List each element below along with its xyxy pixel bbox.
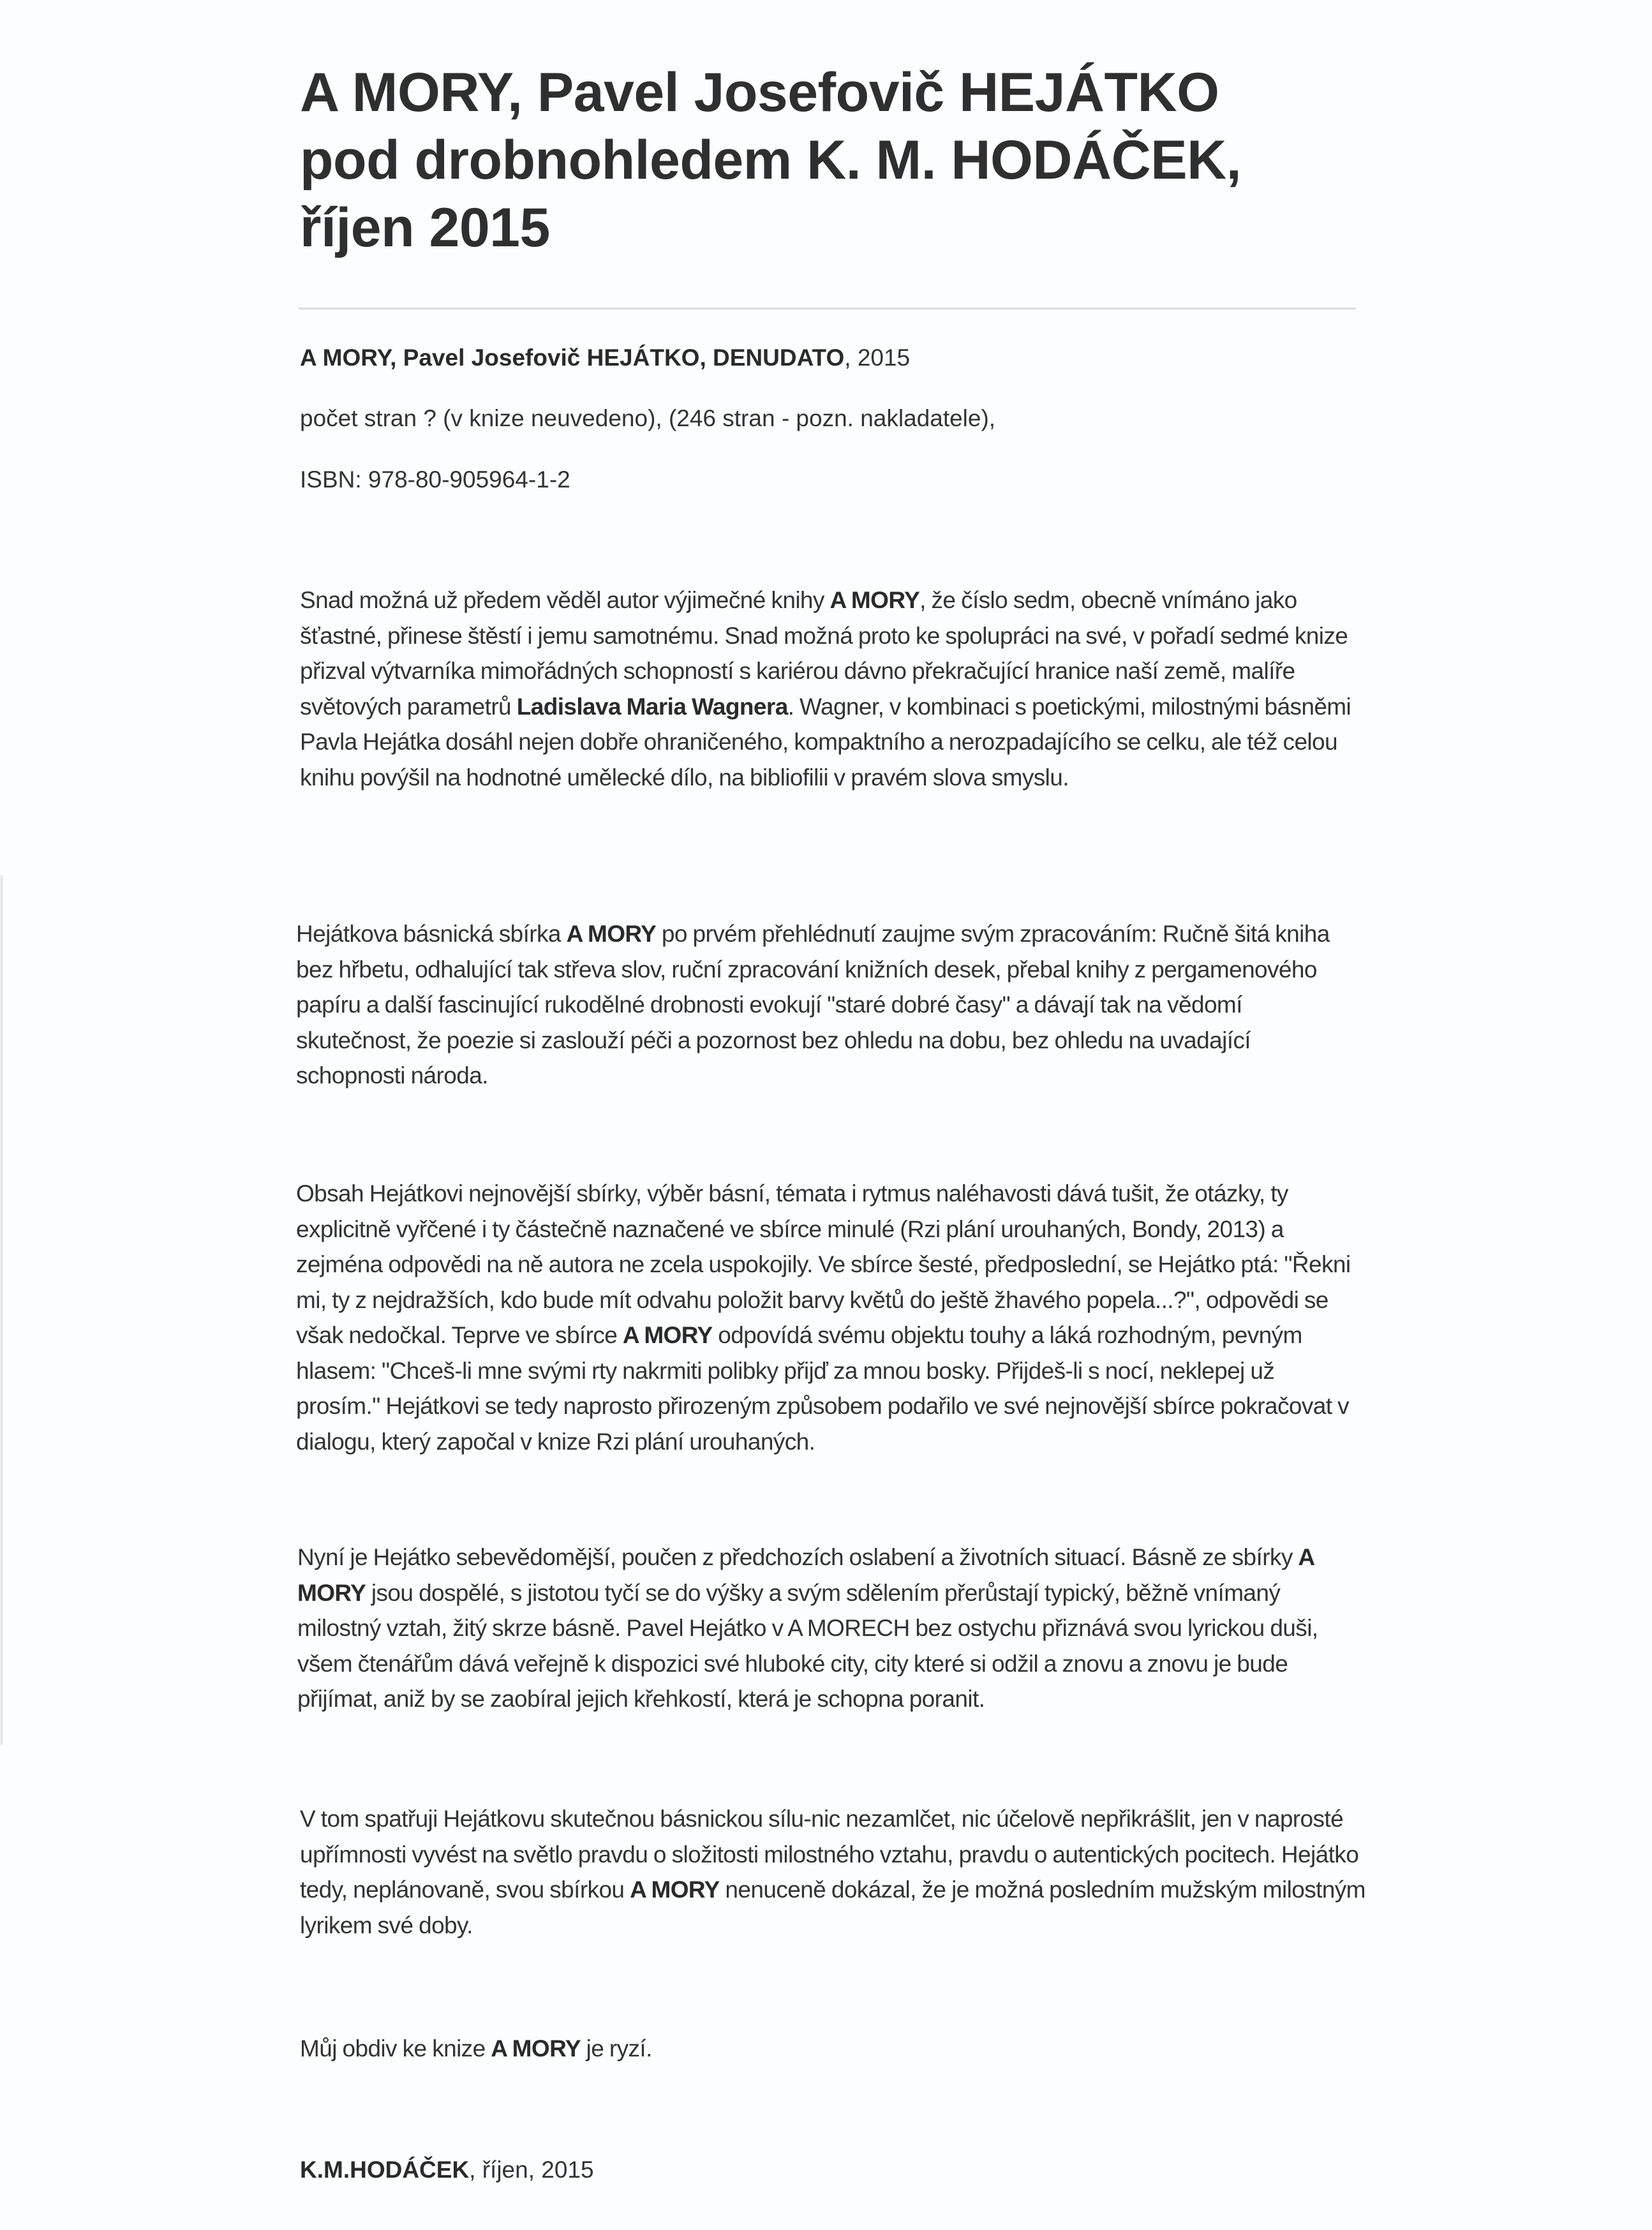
paragraph-1 — [300, 583, 1366, 795]
illustrator-name-bold: Ladislava Maria Wagnera — [516, 693, 788, 720]
text-run: Nyní je Hejátko sebevědomější, poučen z předchozích oslabení a životních situací. Básně ze sbírky — [297, 1544, 1299, 1570]
text-run: jsou dospělé, s jistotou tyčí se do výšky a svým sdělením přerůstají typický, běžně vnímaný milostný vztah, žitý skrze básně. Pavel Hejátko v A MORECH bez ostychu přiznává svou lyrickou duši, všem čtenářům dává veřejně k dispozici své hluboké city, city které si odžil a znovu a znovu je bude přijímat, aniž by se zaobíral jejich křehkostí, která je schopna poranit. — [297, 1579, 1318, 1712]
paragraph-6 — [300, 2031, 1366, 2067]
book-title-bold: A MORY — [622, 1322, 713, 1348]
text-run: V tom spatřuji Hejátkovu skutečnou básnickou sílu-nic nezamlčet, nic účelově nepřikrášlit, jen v naprosté upřímnosti vyvést na světlo pravdu o složitosti milostného vztahu, pravdu o autentických pocitech. Hejátko tedy, neplánovaně, svou sbírkou — [300, 1806, 1359, 1903]
section-left-border — [1, 875, 3, 1745]
title-line-2: pod drobnohledem K. M. HODÁČEK, — [300, 130, 1242, 191]
book-title-bold: A MORY — [630, 1877, 720, 1903]
text-run: nenuceně dokázal, že je možná posledním mužským milostným lyrikem své doby. — [300, 1877, 1366, 1938]
book-title-bold: A MORY — [491, 2035, 581, 2062]
paragraph-3 — [296, 1176, 1362, 1459]
book-year: , 2015 — [844, 345, 911, 371]
signature-name: K.M.HODÁČEK — [300, 2157, 470, 2183]
paragraph-5 — [300, 1801, 1366, 1943]
title-line-3: říjen 2015 — [300, 197, 550, 258]
signature — [300, 2152, 594, 2187]
book-info — [300, 342, 910, 374]
page-title — [300, 59, 1359, 262]
text-run: . Wagner, v kombinaci s poetickými, milostnými básněmi Pavla Hejátka dosáhl nejen dobře ohraničeného, kompaktního a nerozpadajícího se celku, ale též celou knihu povýšil na hodnotné umělecké dílo, na bibliofilii v pravém slova smyslu. — [300, 693, 1351, 791]
book-title-bold: A MORY — [830, 587, 920, 613]
paragraph-2 — [296, 916, 1362, 1094]
book-title-bold: A MORY — [566, 921, 657, 947]
isbn: ISBN: 978-80-905964-1-2 — [300, 466, 570, 493]
signature-date: , říjen, 2015 — [469, 2157, 594, 2183]
text-run: Obsah Hejátkovi nejnovější sbírky, výběr básní, témata i rytmus naléhavosti dává tušit, že otázky, ty explicitně vyřčené i ty částečně naznačené ve sbírce minulé (Rzi plání urouhaných, Bondy, 2013) a zejména odpovědi na ně autora ne zcela uspokojily. Ve sbírce šesté, předposlední, se Hejátko ptá: "Řekni mi, ty z nejdražších, kdo bude mít odvahu položit barvy květů do ještě žhavého popela...?", odpovědi se však nedočkal. Teprve ve sbírce — [296, 1180, 1351, 1348]
title-divider — [299, 308, 1356, 309]
text-run: Můj obdiv ke knize — [300, 2035, 491, 2062]
text-run: , že číslo sedm, obecně vnímáno jako šťastné, přinese štěstí i jemu samotnému. Snad možná proto ke spolupráci na své, v pořadí sedmé knize přizval výtvarníka mimořádných schopností s kariérou dávno překračující hranice naší země, malíře světových parametrů — [300, 587, 1348, 720]
text-run: Hejátkova básnická sbírka — [296, 921, 567, 947]
paragraph-4 — [297, 1540, 1363, 1717]
text-run: je ryzí. — [580, 2035, 652, 2062]
book-title-author-publisher: A MORY, Pavel Josefovič HEJÁTKO, DENUDATO — [300, 345, 845, 371]
text-run: po prvém přehlédnutí zaujme svým zpracováním: Ručně šitá kniha bez hřbetu, odhalující tak střeva slov, ruční zpracování knižních desek, přebal knihy z pergamenového papíru a další fascinující rukodělné drobnosti evokují "staré dobré časy" a dávají tak na vědomí skutečnost, že poezie si zaslouží péči a pozornost bez ohledu na dobu, bez ohledu na uvadající schopnosti národa. — [296, 921, 1330, 1089]
page-count: počet stran ? (v knize neuvedeno), (246 stran - pozn. nakladatele), — [300, 405, 996, 431]
book-title-bold: A MORY — [297, 1544, 1314, 1606]
title-line-1: A MORY, Pavel Josefovič HEJÁTKO — [300, 62, 1219, 123]
text-run: Snad možná už předem věděl autor výjimečné knihy — [300, 587, 830, 613]
text-run: odpovídá svému objektu touhy a láká rozhodným, pevným hlasem: "Chceš-li mne svými rty nakrmiti polibky přijď za mnou bosky. Přijdeš-li s nocí, neklepej už prosím." Hejátkovi se tedy naprosto přirozeným způsobem podařilo ve své nejnovější sbírce pokračovat v dialogu, který započal v knize Rzi plání urouhaných. — [296, 1322, 1349, 1455]
